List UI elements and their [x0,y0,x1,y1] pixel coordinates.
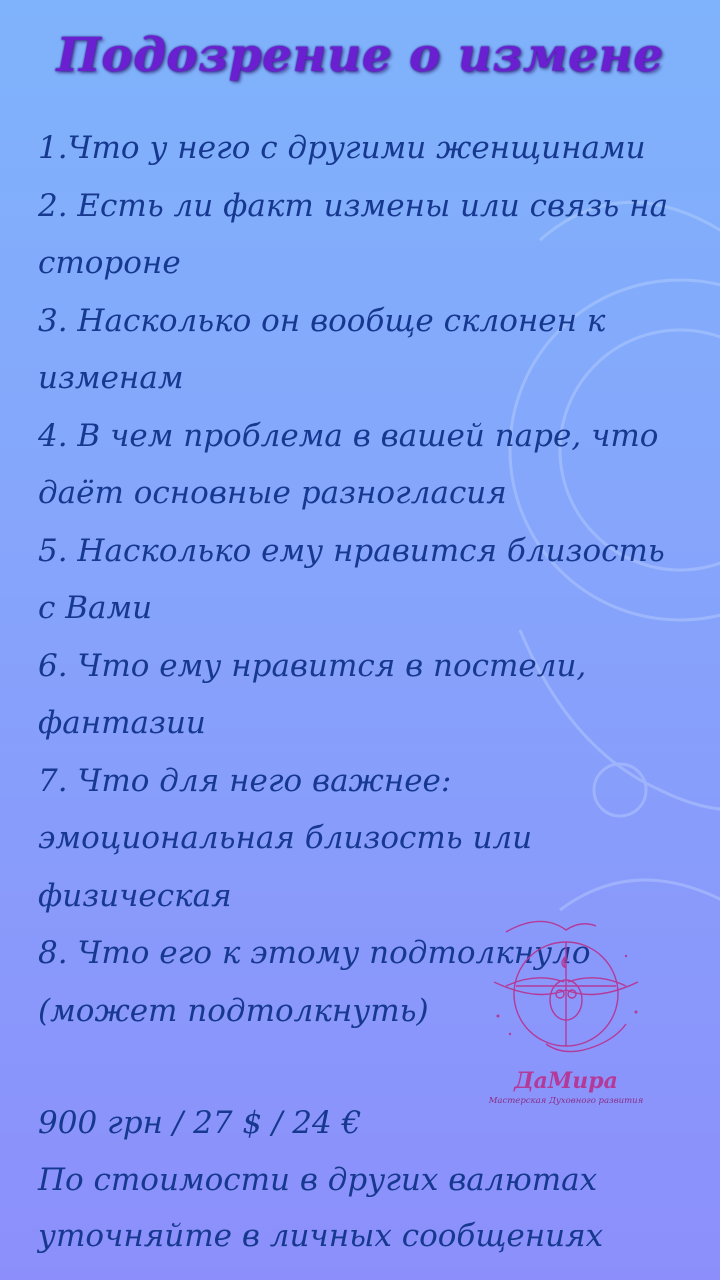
list-item: 2. Есть ли факт измены или связь на стороне [38,187,669,281]
question-list [38,120,688,1040]
logo-name: ДаМира [514,1068,618,1094]
list-item: 8. Что его к этому подтолкнуло (может подтолкнуть) [38,935,591,1029]
page-title: Подозрение о измене [56,28,664,83]
list-item: 1.Что у него с другими женщинами [38,130,646,166]
brand-logo [486,912,646,1112]
currency-note: По стоимости в других валютах уточняйте в личных сообщениях [38,1162,604,1254]
owl-in-globe-with-hands-icon [486,912,646,1062]
price: 900 грн / 27 $ / 24 € [38,1105,362,1141]
logo-subtitle: Мастерская Духовного развития [488,1096,644,1106]
list-item: 4. В чем проблема в вашей паре, что даёт основные разногласия [38,417,659,511]
list-item: 6. Что ему нравится в постели, фантазии [38,647,587,741]
list-item: 5. Насколько ему нравится близость с Вами [38,532,665,626]
list-item: 3. Насколько он вообще склонен к изменам [38,302,606,396]
list-item: 7. Что для него важнее: эмоциональная близость или физическая [38,762,533,914]
